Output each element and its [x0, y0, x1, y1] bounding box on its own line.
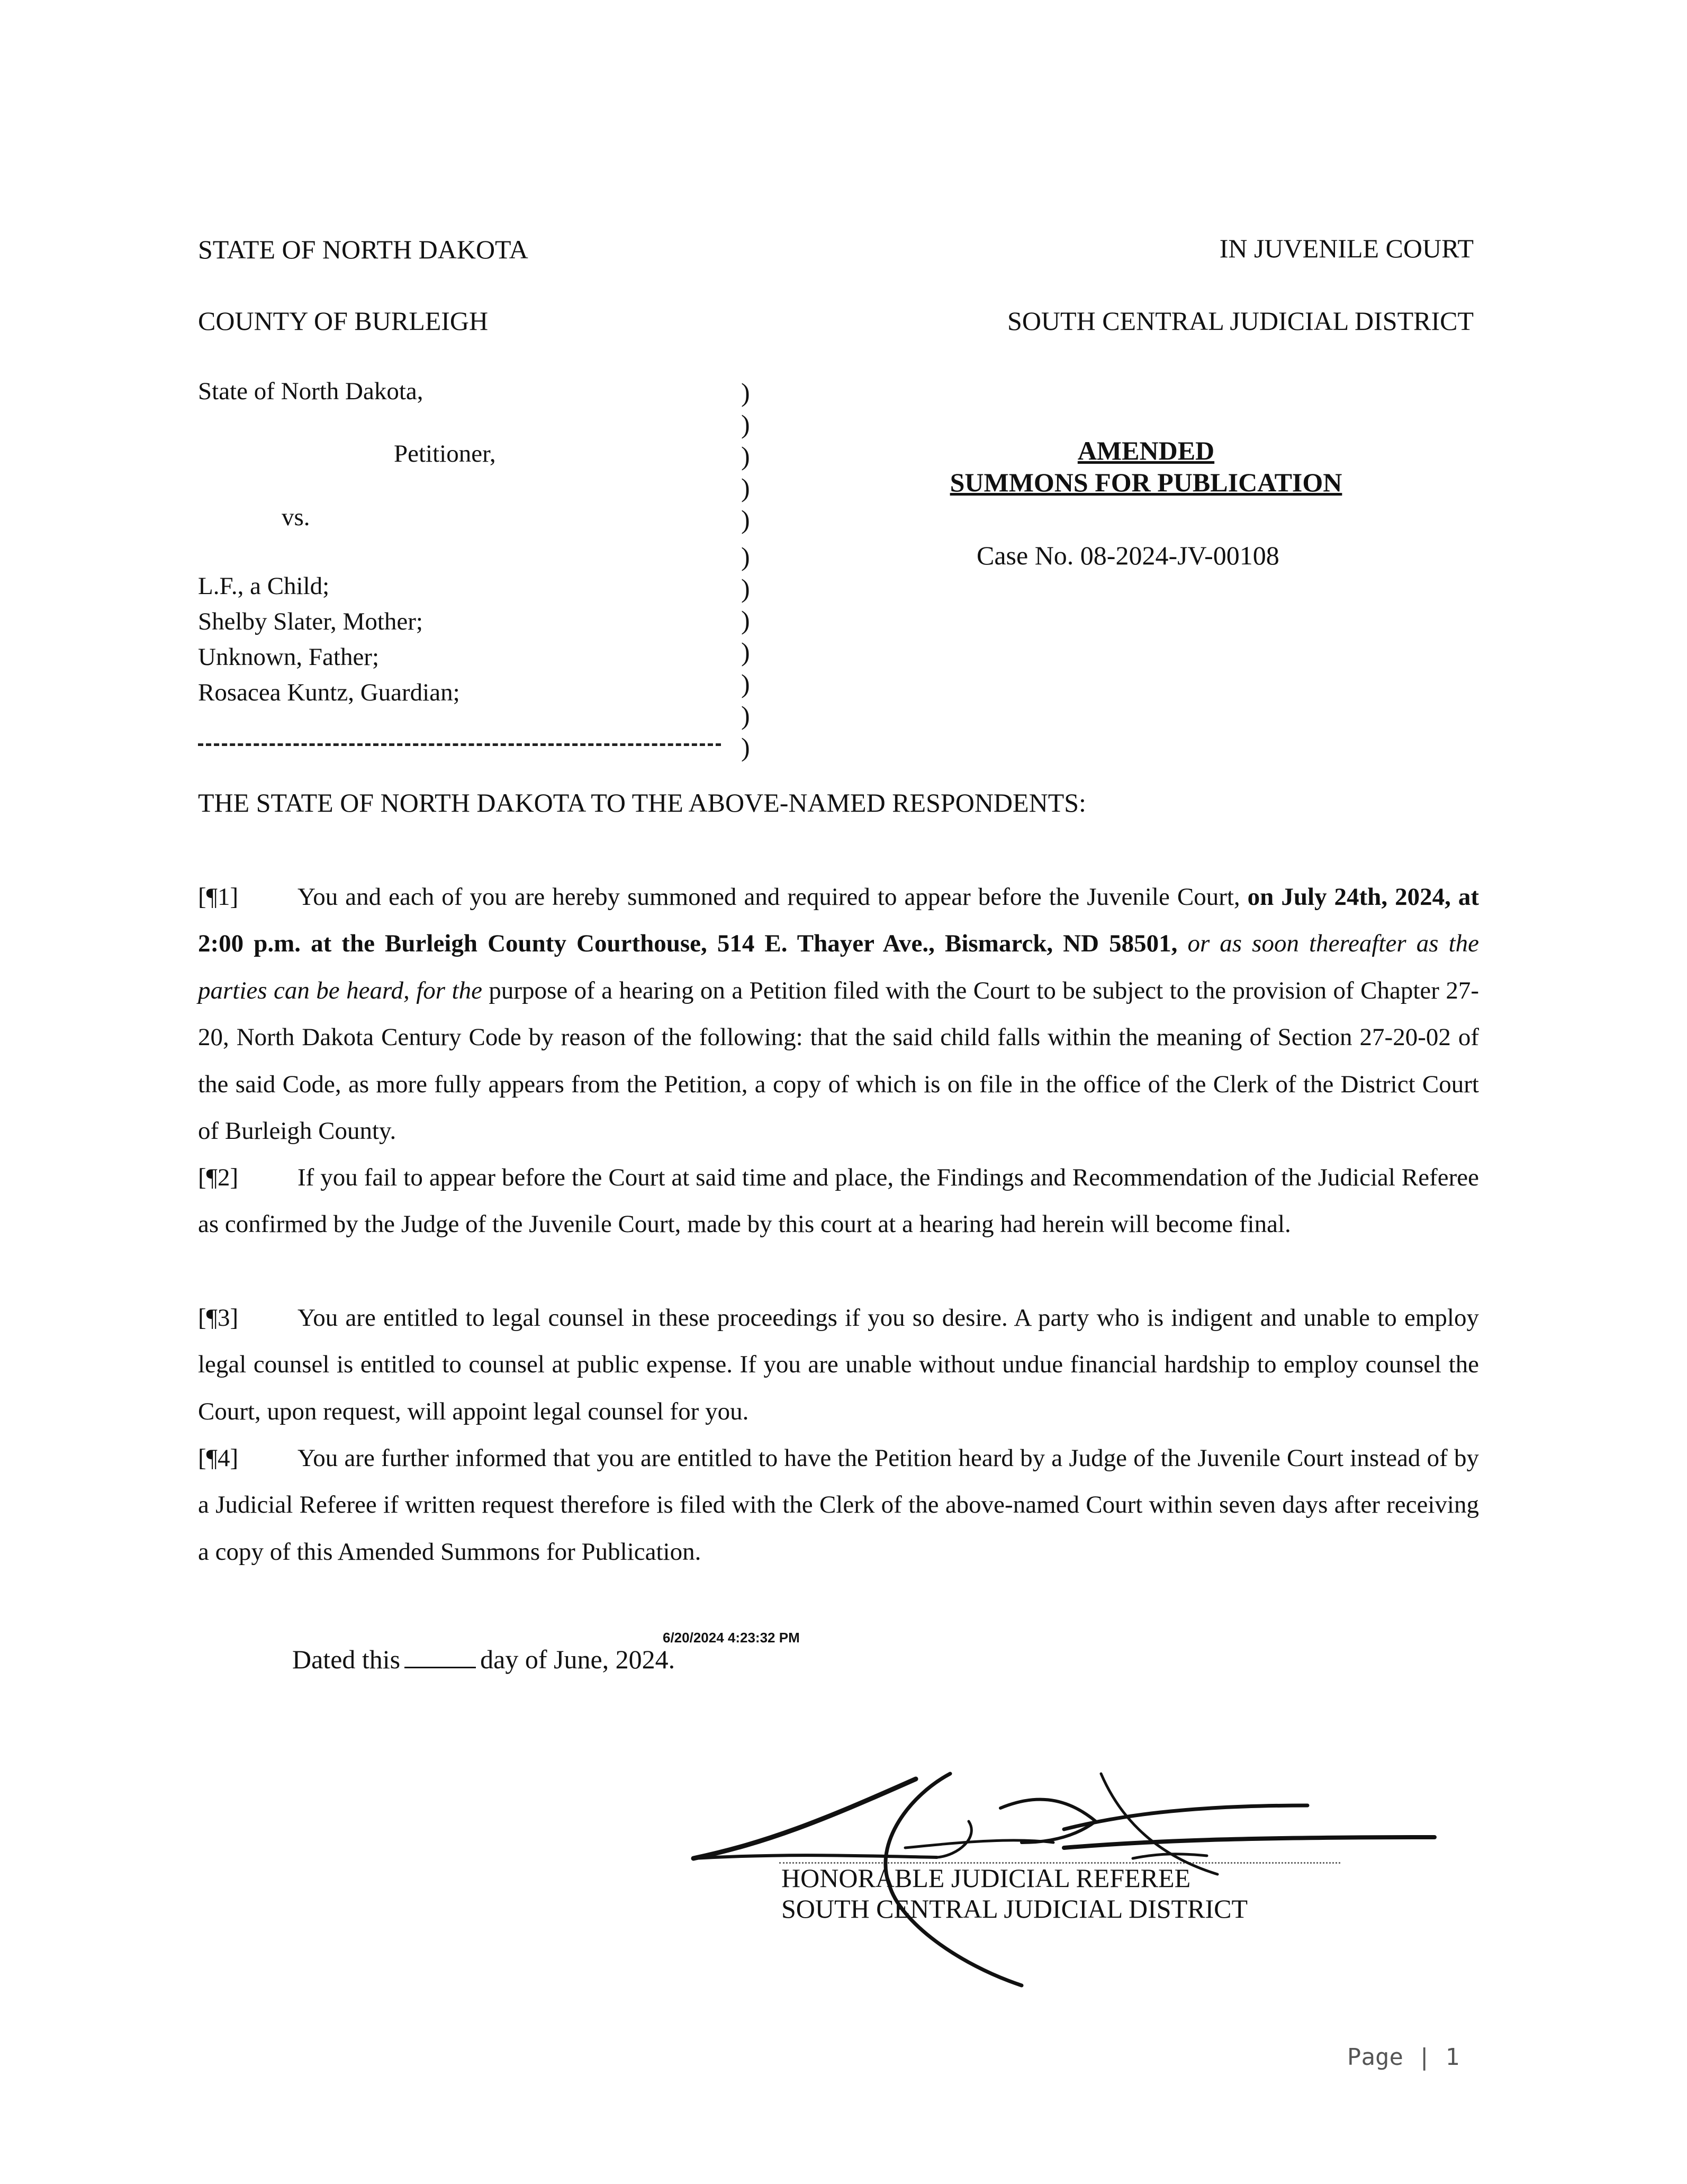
signer-title: HONORABLE JUDICIAL REFEREE [781, 1863, 1191, 1893]
petitioner-role: Petitioner, [394, 440, 496, 468]
court-heading: IN JUVENILE COURT [1219, 233, 1474, 263]
day-blank [404, 1667, 476, 1668]
caption-paren: ) [741, 637, 750, 667]
paragraph-2 [198, 1154, 1479, 1248]
caption-paren: ) [741, 409, 750, 439]
page-number: 1 [1445, 2044, 1459, 2071]
caption-paren: ) [741, 573, 750, 603]
hearing-details: on July 24th, 2024, at 2:00 p.m. at the Burleigh County Courthouse, 514 E. Thayer Ave., Bismarck, ND 58501, [198, 883, 1479, 958]
paragraph-4 [198, 1435, 1479, 1575]
page-separator: | [1417, 2044, 1431, 2071]
paragraph-text: You are entitled to legal counsel in these proceedings if you so desire. A party who is indigent and unable to employ legal counsel is entitled to counsel at public expense. If you are unable without undue financial hardship to employ counsel the Court, upon request, will appoint legal counsel for you. [198, 1304, 1479, 1425]
page-footer [1347, 2044, 1459, 2071]
caption-paren: ) [741, 605, 750, 635]
document-title-summons: SUMMONS FOR PUBLICATION [950, 468, 1342, 497]
caption-paren: ) [741, 700, 750, 730]
caption-dashed-rule [198, 743, 721, 746]
caption-paren: ) [741, 732, 750, 762]
versus-label: vs. [282, 504, 310, 531]
caption-paren: ) [741, 378, 750, 407]
e-sign-timestamp: 6/20/2024 4:23:32 PM [663, 1630, 800, 1646]
caption-paren: ) [741, 441, 750, 471]
case-number: Case No. 08-2024-JV-00108 [977, 541, 1279, 570]
caption-paren: ) [741, 473, 750, 502]
paragraph-number: [¶4] [198, 1444, 239, 1472]
paragraph-text: You and each of you are hereby summoned and required to appear before the Juvenile Court, [297, 883, 1248, 911]
address-line: THE STATE OF NORTH DAKOTA TO THE ABOVE-NAMED RESPONDENTS: [198, 788, 1086, 817]
respondent-guardian: Rosacea Kuntz, Guardian; [198, 679, 460, 706]
paragraph-number: [¶2] [198, 1164, 239, 1191]
signer-district: SOUTH CENTRAL JUDICIAL DISTRICT [781, 1894, 1248, 1924]
respondent-child: L.F., a Child; [198, 572, 330, 600]
paragraph-1 [198, 874, 1479, 1154]
document-title-amended: AMENDED [1077, 436, 1215, 465]
dated-line [292, 1644, 675, 1675]
dated-suffix: day of June, 2024. [480, 1644, 675, 1674]
petitioner-name: State of North Dakota, [198, 378, 423, 405]
paragraph-text: If you fail to appear before the Court at said time and place, the Findings and Recommendation of the Judicial Referee as confirmed by the Judge of the Juvenile Court, made by this court at a hearing had herein will become final. [198, 1164, 1479, 1238]
paragraph-text: You are further informed that you are entitled to have the Petition heard by a Judge of the Juvenile Court instead of by a Judicial Referee if written request therefore is filed with the Clerk of the above-named Court within seven days after receiving a copy of this Amended Summons for Publication. [198, 1444, 1479, 1566]
district-heading: SOUTH CENTRAL JUDICIAL DISTRICT [1007, 306, 1474, 336]
page-label: Page [1347, 2044, 1403, 2071]
paragraph-number: [¶3] [198, 1304, 239, 1332]
respondent-mother: Shelby Slater, Mother; [198, 608, 423, 635]
handwritten-signature [683, 1763, 1445, 1996]
caption-paren: ) [741, 542, 750, 571]
paragraph-number: [¶1] [198, 883, 239, 911]
respondent-father: Unknown, Father; [198, 643, 380, 671]
dated-prefix: Dated this [292, 1644, 401, 1674]
paragraph-text: purpose of a hearing on a Petition filed with the Court to be subject to the provision of Chapter 27-20, North Dakota Century Code by reason of the following: that the said child falls within the meaning of Section 27-20-02 of the said Code, as more fully appears from the Petition, a copy of which is on file in the office of the Clerk of the District Court of Burleigh County. [198, 976, 1479, 1145]
state-heading: STATE OF NORTH DAKOTA [198, 235, 528, 264]
paragraph-3 [198, 1295, 1479, 1435]
paragraph-italic: or as soon thereafter as the parties can be heard, for the [198, 930, 1479, 1004]
caption-paren: ) [741, 505, 750, 534]
caption-paren: ) [741, 669, 750, 698]
county-heading: COUNTY OF BURLEIGH [198, 306, 489, 336]
